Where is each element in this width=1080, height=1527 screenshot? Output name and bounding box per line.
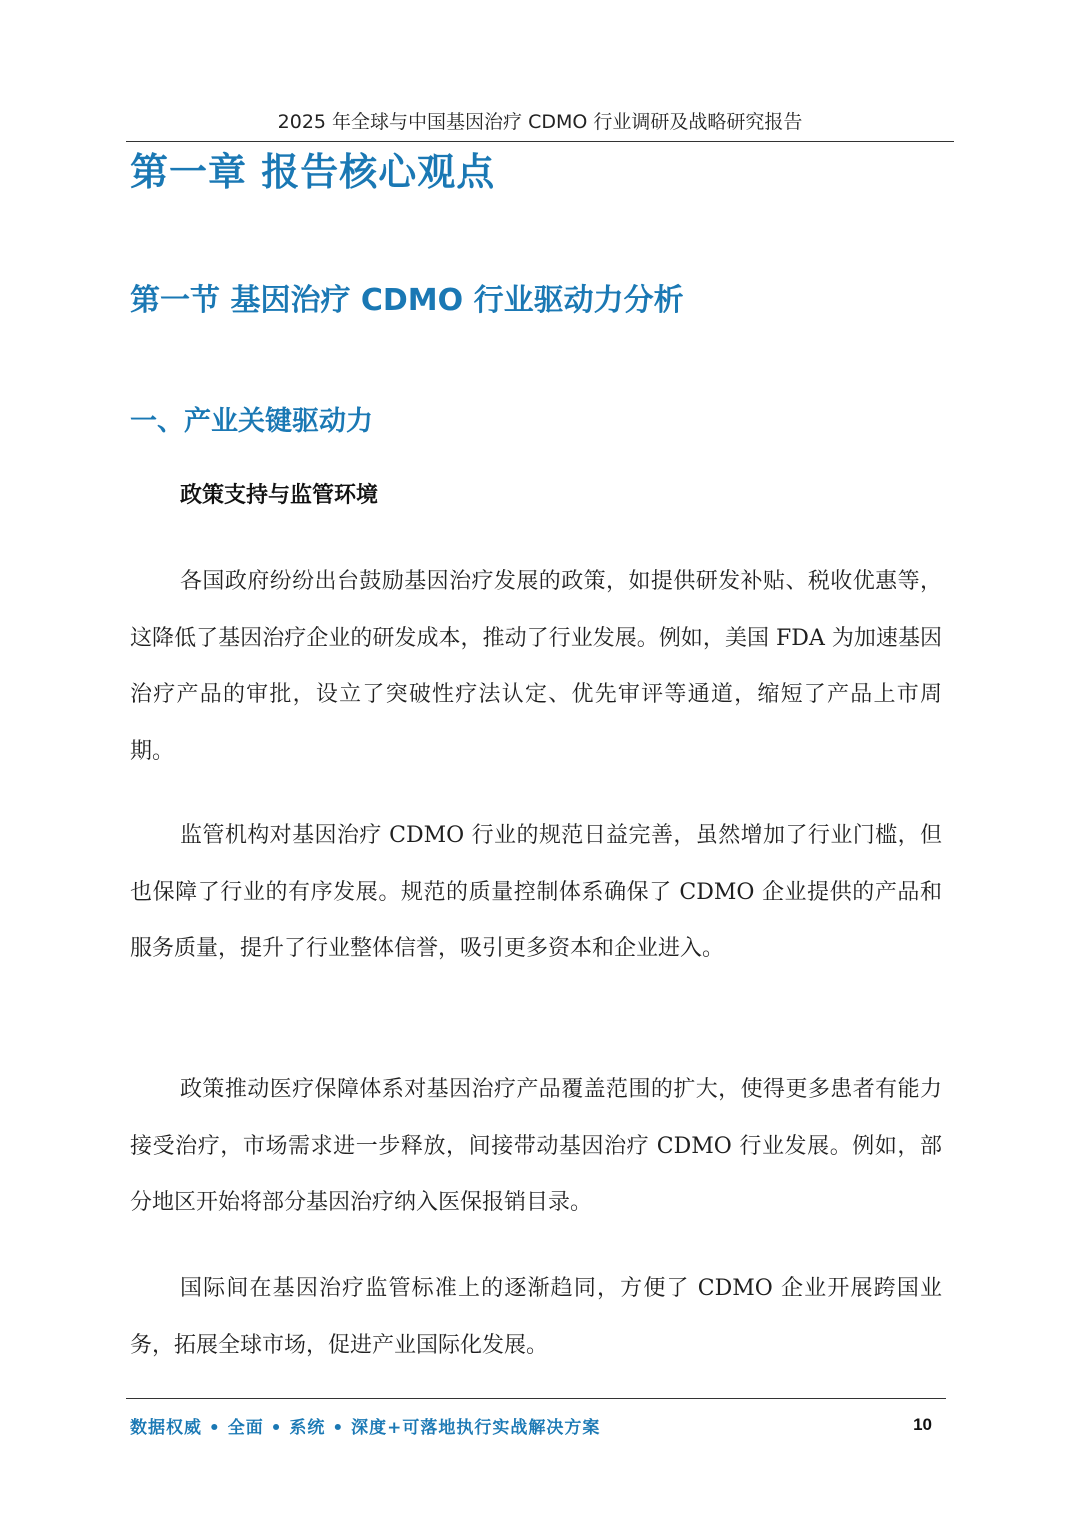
report-title: 2025 年全球与中国基因治疗 CDMO 行业调研及战略研究报告 [277, 111, 803, 133]
body-paragraph: 国际间在基因治疗监管标准上的逐渐趋同，方便了 CDMO 企业开展跨国业务，拓展全球市场，促进产业国际化发展。 [130, 1276, 942, 1358]
footer-slogan: 数据权威 • 全面 • 系统 • 深度+可落地执行实战解决方案 [130, 1418, 601, 1438]
chapter-title: 第一章 报告核心观点 [130, 150, 496, 194]
body-paragraph: 各国政府纷纷出台鼓励基因治疗发展的政策，如提供研发补贴、税收优惠等，这降低了基因治疗企业的研发成本，推动了行业发展。例如，美国 FDA 为加速基因治疗产品的审批，设立了突破性疗法认定、优先审评等通道，缩短了产品上市周期。 [130, 569, 942, 764]
page-header [126, 104, 954, 142]
body-paragraph: 政策推动医疗保障体系对基因治疗产品覆盖范围的扩大，使得更多患者有能力接受治疗，市场需求进一步释放，间接带动基因治疗 CDMO 行业发展。例如，部分地区开始将部分基因治疗纳入医保报销目录。 [130, 1077, 942, 1215]
topic-heading: 政策支持与监管环境 [180, 483, 379, 508]
subsection-title: 一、产业关键驱动力 [130, 406, 373, 437]
page-footer [126, 1398, 946, 1454]
body-paragraph: 监管机构对基因治疗 CDMO 行业的规范日益完善，虽然增加了行业门槛，但也保障了行业的有序发展。规范的质量控制体系确保了 CDMO 企业提供的产品和服务质量，提升了行业整体信誉，吸引更多资本和企业进入。 [130, 823, 942, 961]
page-number: 10 [913, 1415, 932, 1434]
section-title: 第一节 基因治疗 CDMO 行业驱动力分析 [130, 283, 684, 318]
